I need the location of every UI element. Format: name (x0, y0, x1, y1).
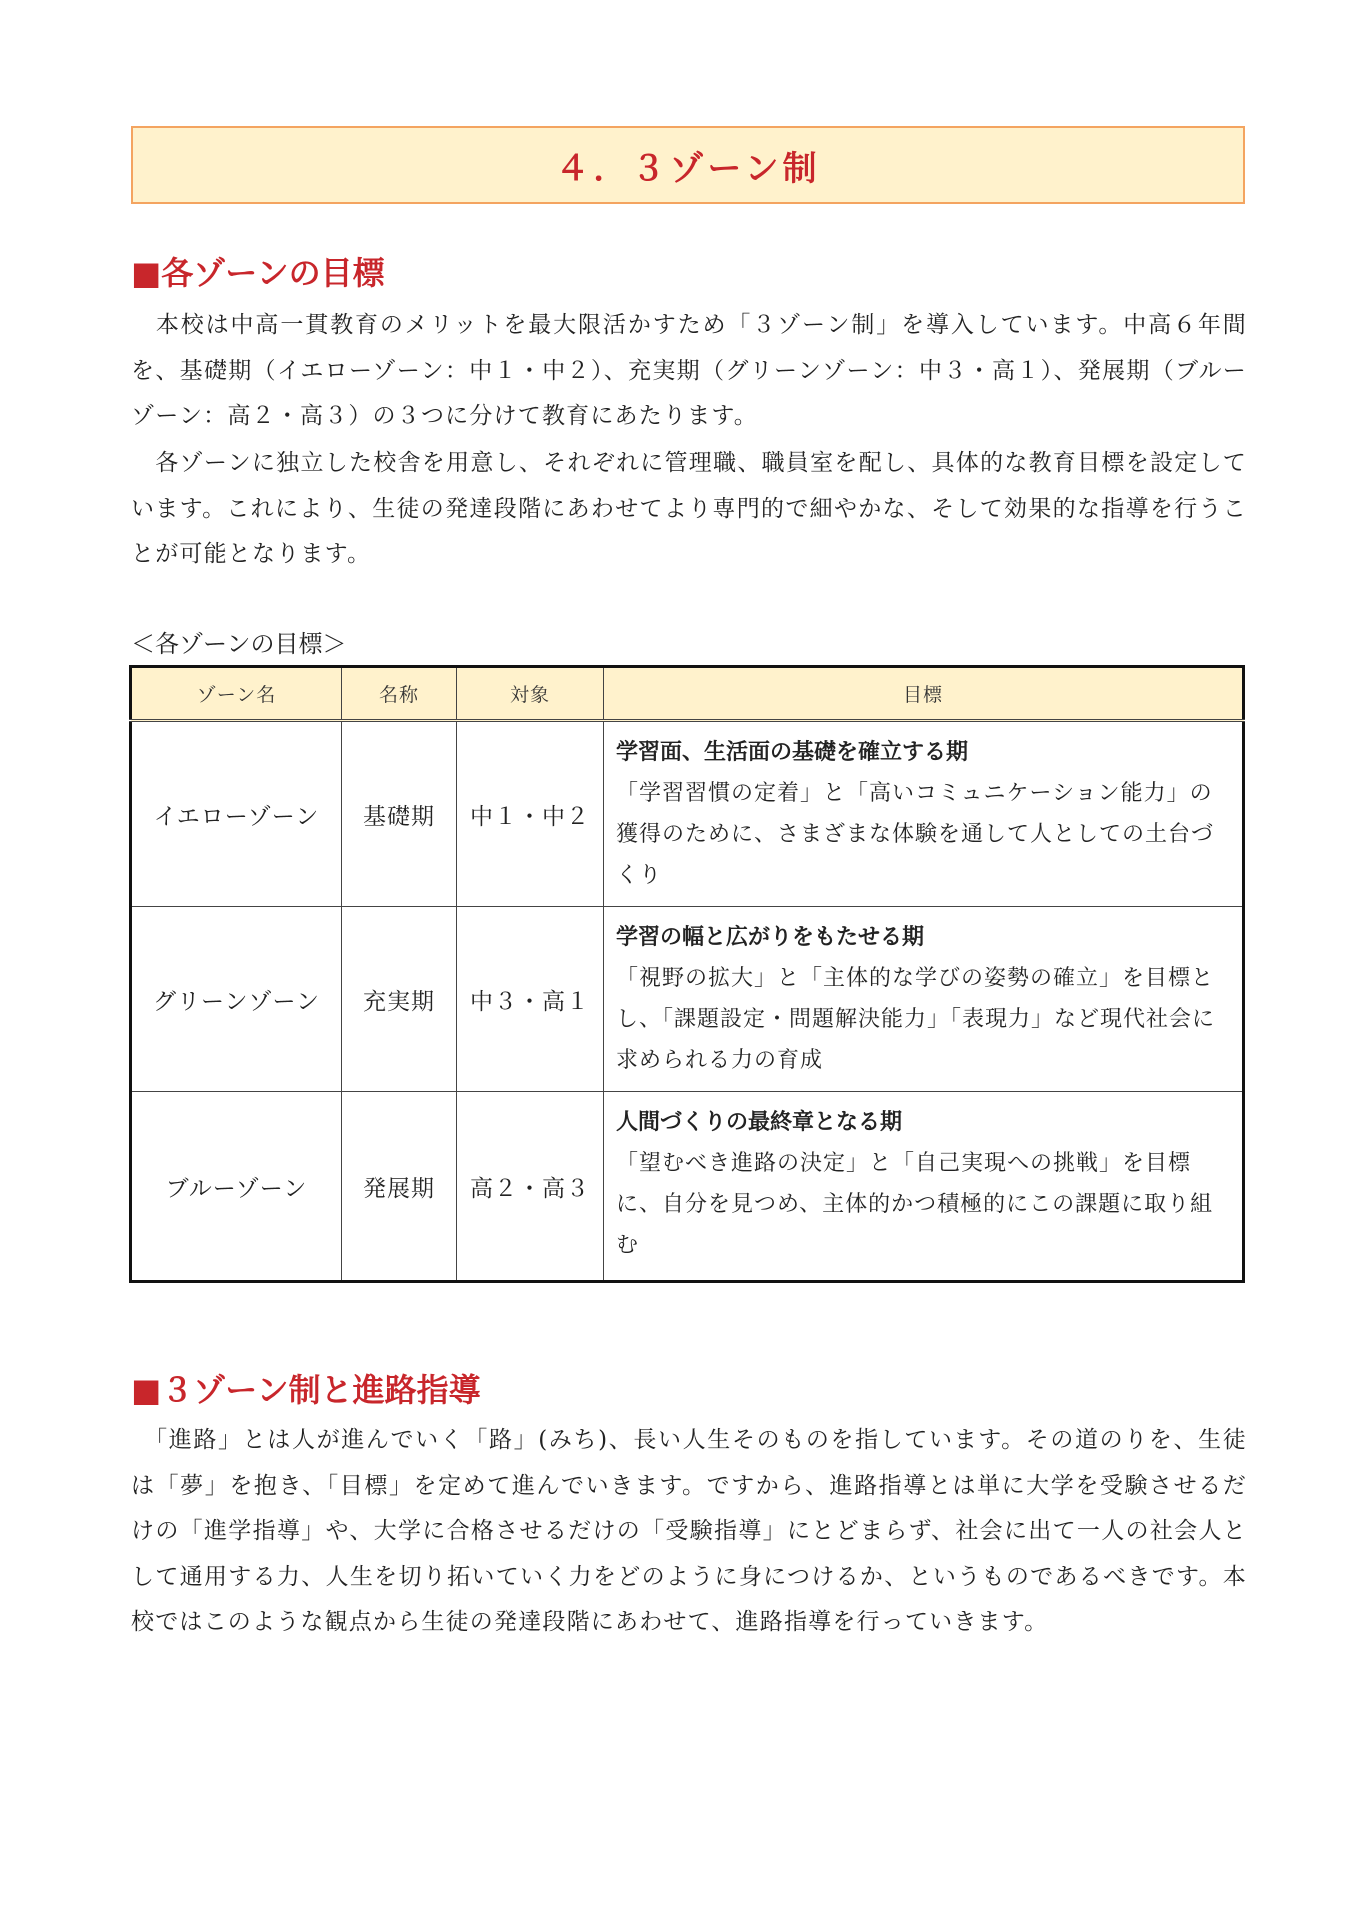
goal-title: 人間づくりの最終章となる期 (616, 1110, 903, 1135)
table-header-row (131, 667, 1244, 721)
target-cell: 高２・高３ (457, 1092, 604, 1282)
table-row (131, 721, 1244, 907)
goal-cell (604, 907, 1244, 1092)
table-caption: ＜各ゾーンの目標＞ (131, 630, 347, 658)
goal-body: 「学習習慣の定着」と「高いコミュニケーション能力」の獲得のために、さまざまな体験を通して人としての土台づくり (616, 781, 1215, 888)
zone-cell: イエローゾーン (131, 721, 342, 907)
intro-paragraph: 本校は中高一貫教育のメリットを最大限活かすため「３ゾーン制」を導入しています。中高６年間を、基礎期（イエローゾーン：中１・中２）、充実期（グリーンゾーン：中３・高１）、発展期（ブルーゾーン：高２・高３）の３つに分けて教育にあたります。 (131, 312, 1247, 429)
target-cell: 中３・高１ (457, 907, 604, 1092)
header-zone: ゾーン名 (131, 667, 342, 721)
header-name: 名称 (342, 667, 457, 721)
goal-body: 「望むべき進路の決定」と「自己実現への挑戦」を目標に、自分を見つめ、主体的かつ積極的にこの課題に取り組む (616, 1151, 1214, 1258)
title-banner (131, 126, 1245, 204)
name-cell: 基礎期 (342, 721, 457, 907)
goal-body: 「視野の拡大」と「主体的な学びの姿勢の確立」を目標とし、「課題設定・問題解決能力」「表現力」など現代社会に求められる力の育成 (616, 966, 1216, 1073)
target-cell: 中１・中２ (457, 721, 604, 907)
section-heading-career-guidance: ■３ゾーン制と進路指導 (131, 1371, 481, 1409)
goal-cell (604, 721, 1244, 907)
name-cell: 発展期 (342, 1092, 457, 1282)
campus-paragraph: 各ゾーンに独立した校舎を用意し、それぞれに管理職、職員室を配し、具体的な教育目標を設定しています。これにより、生徒の発達段階にあわせてより専門的で細やかな、そして効果的な指導を行うことが可能となります。 (131, 450, 1247, 567)
zone-cell: ブルーゾーン (131, 1092, 342, 1282)
name-cell: 充実期 (342, 907, 457, 1092)
header-target: 対象 (457, 667, 604, 721)
goal-title: 学習面、生活面の基礎を確立する期 (616, 740, 969, 765)
table-row (131, 1092, 1244, 1282)
page-title: ４．３ゾーン制 (555, 148, 821, 189)
career-paragraph: 「進路」とは人が進んでいく「路」(みち)、長い人生そのものを指しています。その道のりを、生徒は「夢」を抱き、「目標」を定めて進んでいきます。ですから、進路指導とは単に大学を受験させるだけの「進学指導」や、大学に合格させるだけの「受験指導」にとどまらず、社会に出て一人の社会人として通用する力、人生を切り拓いていく力をどのように身につけるか、というものであるべきです。本校ではこのような観点から生徒の発達段階にあわせて、進路指導を行っていきます。 (131, 1427, 1247, 1635)
goal-title: 学習の幅と広がりをもたせる期 (616, 925, 925, 950)
header-goal: 目標 (604, 667, 1244, 721)
table-row (131, 907, 1244, 1092)
zone-goals-table (129, 665, 1245, 1283)
zone-cell: グリーンゾーン (131, 907, 342, 1092)
goal-cell (604, 1092, 1244, 1282)
section-heading-zone-goals: ■各ゾーンの目標 (131, 254, 385, 292)
